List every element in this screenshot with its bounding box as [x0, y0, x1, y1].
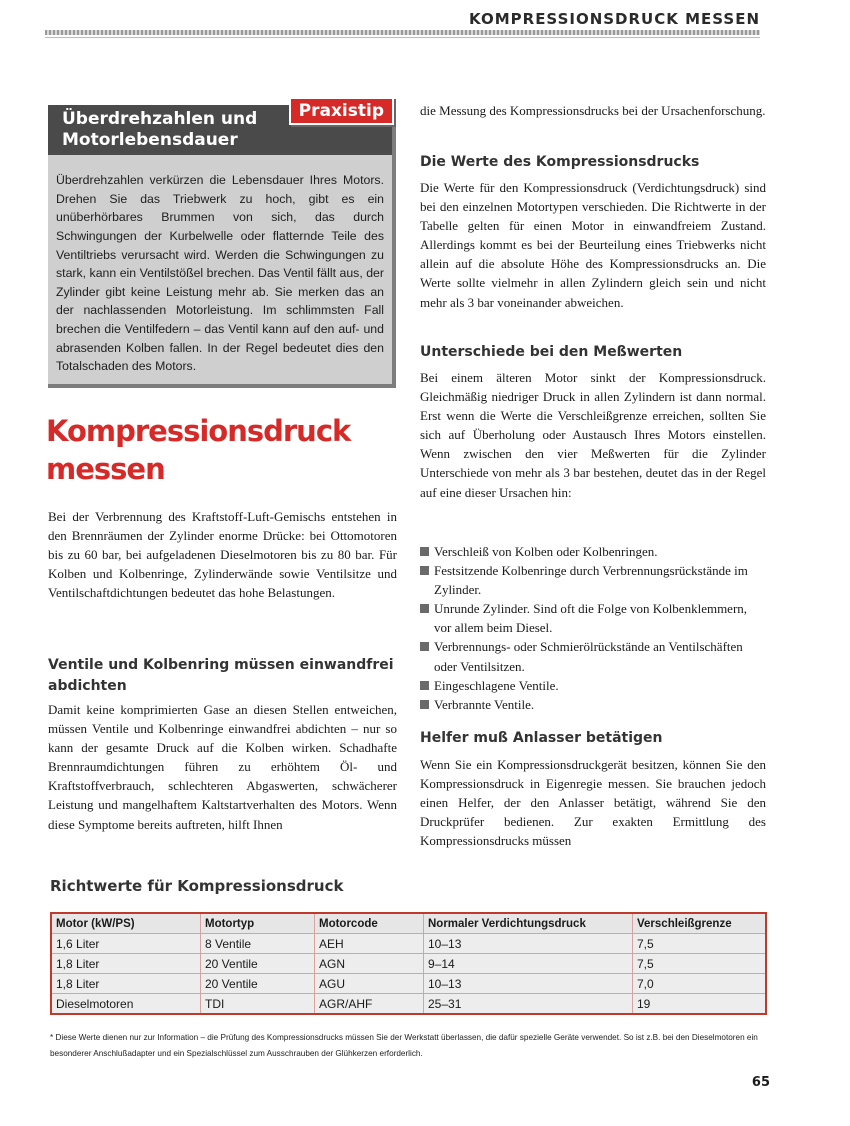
page-number: 65: [751, 1075, 770, 1090]
header-rule: [45, 30, 760, 35]
section-text-ventile: Damit keine komprimierten Gase an diesen Stellen entweichen, müssen Ventile und Kolbenringe einwandfrei abdichten – nur so kann der gesamte Druck auf die Kolben wirken. Schadhafte Brennraumdichtungen führen zu erhöhtem Öl- und Kraftstoffverbrauch, schlechteren Abgaswerten, schwächerer Leistung und mangelhaftem Kaltstartverhalten des Motors. Wenn diese Symptome bereits auftreten, hilft Ihnen: [48, 702, 397, 832]
section-text-unterschiede: Bei einem älteren Motor sinkt der Kompressionsdruck. Gleichmäßig niedriger Druck in allen Zylindern ist dann normal. Erst wenn die Werte die Verschleißgrenze erreichen, sollten Sie sich auf Überholung oder Austausch Ihres Motors einstellen. Wenn zwischen den vier Meßwerten für die Zylinder Unterschiede von mehr als 3 bar bestehen, deutet das in der Regel auf eine dieser Ursachen hin:: [420, 370, 766, 500]
column-header: Motortyp: [201, 913, 315, 934]
running-header-title: KOMPRESSIONSDRUCK MESSEN: [469, 10, 760, 28]
intro-paragraph: Bei der Verbrennung des Kraftstoff-Luft-Gemischs entstehen in den Brennräumen der Zylinder enorme Drücke: bei Ottomotoren bis zu 60 bar, bei aufgeladenen Dieselmotoren bis zu 80 bar. Für Kolben und Kolbenringe, Zylinderwände sowie Ventilsitze und Ventilschaftdichtungen bedeutet das hohe Belastungen.: [48, 509, 397, 601]
table-cell: 8 Ventile: [201, 934, 315, 954]
column-header: Verschleißgrenze: [633, 913, 767, 934]
table-cell: 1,6 Liter: [51, 934, 201, 954]
section-text-werte: Die Werte für den Kompressionsdruck (Verdichtungsdruck) sind bei den einzelnen Motortypen verschieden. Die Richtwerte in der Tabelle gelten für einen Motor in einwandfreiem Zustand. Allerdings kommt es bei der Beurteilung eines Triebwerks nicht allein auf die absolute Höhe des Kompressionsdrucks an. Die Werte sollte vielmehr in allen Zylindern gleich sein und nicht mehr als 3 bar voneinander abweichen.: [420, 180, 766, 310]
table-title: Richtwerte für Kompressionsdruck: [50, 877, 344, 895]
column-header: Normaler Verdichtungsdruck: [424, 913, 633, 934]
column-header: Motor (kW/PS): [51, 913, 201, 934]
table-cell: 7,0: [633, 974, 767, 994]
table-cell: 7,5: [633, 934, 767, 954]
table-row: [51, 934, 766, 954]
praxistip-box: [48, 101, 396, 388]
table-row: [51, 954, 766, 974]
praxistip-text: Überdrehzahlen verkürzen die Lebensdauer Ihres Motors. Drehen Sie das Triebwerk zu hoch, gibt es ein unüberhörbares Brummen von sich, das durch Schwingungen der Kurbelwelle oder flatternde Teile des Ventiltriebs verursacht wird. Werden die Schwingungen zu stark, kann ein Ventilstößel brechen. Das Ventil fällt aus, der Zylinder gibt keine Leistung mehr ab. Sie merken das an der nachlassenden Motorleistung. Im schlimmsten Fall brechen die Ventilfedern – das Ventil kann auf den auf- und abrasenden Kolben fallen. In der Regel bedeutet dies den Totalschaden des Motors.: [56, 173, 384, 374]
table-cell: 9–14: [424, 954, 633, 974]
table-cell: Dieselmotoren: [51, 994, 201, 1015]
table-cell: 10–13: [424, 934, 633, 954]
section-text-helfer: Wenn Sie ein Kompressionsdruckgerät besitzen, können Sie den Kompressionsdruck in Eigenregie messen. Sie brauchen jedoch einen Helfer, der den Anlasser betätigt, während Sie den Druckprüfer bedienen. Zur exakten Ermittlung des Kompressionsdrucks müssen: [420, 757, 766, 849]
section-heading-helfer: Helfer muß Anlasser betätigen: [420, 730, 663, 746]
list-item: Verbrannte Ventile.: [420, 695, 766, 714]
section-heading-ventile: Ventile und Kolbenring müssen einwandfrei abdichten: [48, 657, 394, 694]
table-cell: TDI: [201, 994, 315, 1015]
causes-list: [420, 542, 766, 714]
table-cell: AEH: [315, 934, 424, 954]
table-cell: 1,8 Liter: [51, 954, 201, 974]
table-cell: AGR/AHF: [315, 994, 424, 1015]
list-item: Festsitzende Kolbenringe durch Verbrennungsrückstände im Zylinder.: [420, 561, 766, 599]
list-item: Unrunde Zylinder. Sind oft die Folge von Kolbenklemmern, vor allem beim Diesel.: [420, 599, 766, 637]
table-row: [51, 974, 766, 994]
table-cell: 10–13: [424, 974, 633, 994]
table-cell: 20 Ventile: [201, 954, 315, 974]
table-row: [51, 994, 766, 1015]
praxistip-badge: Praxistip: [289, 97, 394, 125]
section-heading-werte: Die Werte des Kompressionsdrucks: [420, 154, 700, 170]
header-rule-thin: [45, 37, 760, 38]
list-item: Verschleiß von Kolben oder Kolbenringen.: [420, 542, 766, 561]
column-header: Motorcode: [315, 913, 424, 934]
praxistip-title: Überdrehzahlen und Motorlebensdauer: [62, 109, 258, 150]
table-footnote: * Diese Werte dienen nur zur Information – die Prüfung des Kompressionsdrucks müssen Sie der Werkstatt überlassen, die dafür spezielle Geräte verwendet. So ist z.B. bei den Dieselmotoren ein besonderer Anschlußadapter und ein Spezialschlüssel zum Ausschrauben der Glühkerzen erforderlich.: [50, 1033, 758, 1058]
table-cell: 7,5: [633, 954, 767, 974]
table-cell: 20 Ventile: [201, 974, 315, 994]
table-cell: AGU: [315, 974, 424, 994]
table-cell: 1,8 Liter: [51, 974, 201, 994]
section-heading-unterschiede: Unterschiede bei den Meßwerten: [420, 344, 683, 360]
richtwerte-table: [50, 912, 767, 1015]
list-item: Verbrennungs- oder Schmierölrückstände an Ventilschäften oder Ventilsitzen.: [420, 637, 766, 675]
table-cell: AGN: [315, 954, 424, 974]
list-item: Eingeschlagene Ventile.: [420, 676, 766, 695]
table-header-row: [51, 913, 766, 934]
table-cell: 25–31: [424, 994, 633, 1015]
continued-paragraph: die Messung des Kompressionsdrucks bei der Ursachenforschung.: [420, 103, 766, 118]
table-cell: 19: [633, 994, 767, 1015]
article-title: Kompressionsdruck messen: [46, 414, 351, 486]
